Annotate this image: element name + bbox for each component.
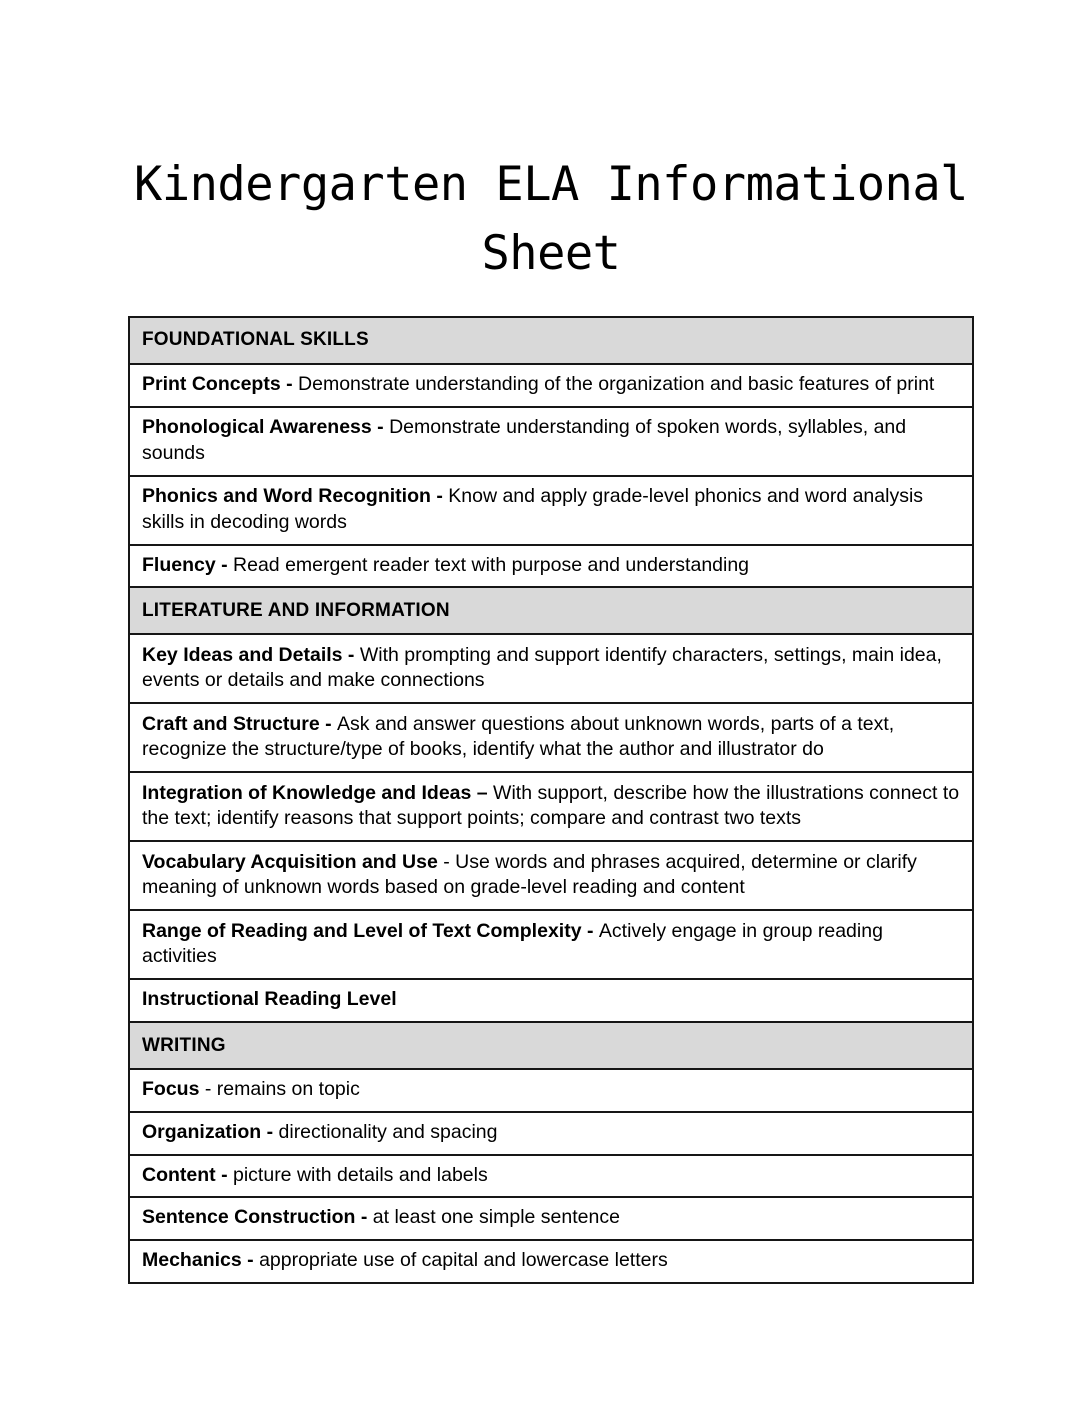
standard-row — [129, 1240, 973, 1283]
standard-description: With prompting and support identify characters, settings, main idea, events or details and make connections — [142, 643, 942, 692]
section-header-label: LITERATURE AND INFORMATION — [129, 587, 973, 634]
section-header-label: WRITING — [129, 1022, 973, 1069]
standard-label: Organization — [142, 1120, 262, 1143]
standard-separator: - — [342, 643, 360, 666]
standard-cell — [129, 476, 973, 545]
standard-cell — [129, 841, 973, 910]
standard-row — [129, 1155, 973, 1198]
standard-cell — [129, 1069, 973, 1112]
standard-separator: - — [437, 850, 456, 873]
standard-separator: - — [280, 373, 299, 395]
standard-label: Key Ideas and Details — [142, 643, 343, 666]
section-header-row — [129, 587, 973, 634]
standard-separator: - — [241, 1249, 260, 1272]
standard-label: Range of Reading and Level of Text Complexity — [142, 919, 587, 942]
standard-description: remains on topic — [216, 1078, 360, 1101]
standard-label: Vocabulary Acquisition and Use — [142, 850, 438, 873]
standard-description: Know and apply grade-level phonics and word analysis skills in decoding words — [142, 485, 924, 533]
standard-label: Sentence Construction — [142, 1206, 356, 1229]
standard-separator: - — [261, 1120, 279, 1143]
standard-row — [129, 979, 973, 1022]
page-title-line-1: Kindergarten ELA Informational — [134, 157, 968, 213]
standard-separator: - — [319, 712, 338, 735]
standard-description: With support, describe how the illustrations connect to the text; identify reasons that support points; compare and contrast two texts — [142, 781, 960, 830]
standard-row — [129, 772, 973, 841]
standard-label: Instructional Reading Level — [142, 988, 397, 1011]
standard-description: appropriate use of capital and lowercase letters — [259, 1249, 668, 1272]
standard-label: Phonics and Word Recognition — [142, 485, 431, 507]
section-header-label: FOUNDATIONAL SKILLS — [129, 317, 973, 364]
standard-description: directionality and spacing — [278, 1120, 498, 1143]
standard-cell — [129, 364, 973, 407]
standard-description: Demonstrate understanding of spoken words, syllables, and sounds — [142, 416, 907, 464]
standard-label: Content — [142, 1163, 216, 1186]
standard-cell — [129, 1155, 973, 1198]
page-title-line-2: Sheet — [481, 225, 621, 281]
standard-description: at least one simple sentence — [372, 1206, 620, 1229]
standard-separator: - — [215, 1163, 233, 1186]
standard-row — [129, 1112, 973, 1155]
standard-separator: - — [430, 485, 449, 507]
standard-label: Integration of Knowledge and Ideas — [142, 781, 472, 804]
standard-description: Demonstrate understanding of the organization and basic features of print — [298, 373, 935, 395]
standard-label: Phonological Awareness — [142, 416, 372, 438]
standard-row — [129, 841, 973, 910]
standard-separator: - — [586, 919, 599, 942]
standard-separator: - — [215, 553, 234, 576]
standard-separator: - — [355, 1206, 373, 1229]
standard-row — [129, 703, 973, 772]
standard-row — [129, 545, 973, 588]
standard-cell — [129, 703, 973, 772]
standard-row — [129, 1197, 973, 1240]
standard-description: Use words and phrases acquired, determine or clarify meaning of unknown words based on grade-level reading and content — [142, 850, 917, 899]
standard-cell — [129, 545, 973, 588]
standard-row — [129, 476, 973, 545]
standard-cell — [129, 979, 973, 1022]
page-title — [128, 151, 974, 287]
standard-cell — [129, 407, 973, 476]
standard-separator: - — [199, 1078, 217, 1101]
standard-row — [129, 634, 973, 703]
standard-cell — [129, 1240, 973, 1283]
standard-cell — [129, 910, 973, 979]
standard-label: Print Concepts — [142, 373, 281, 395]
standard-cell — [129, 1112, 973, 1155]
standard-label: Mechanics — [142, 1249, 242, 1272]
standard-description: picture with details and labels — [233, 1163, 488, 1186]
standard-cell — [129, 634, 973, 703]
standard-description: Actively engage in group reading activities — [142, 919, 883, 968]
standard-label: Fluency — [142, 553, 216, 576]
table-body — [129, 317, 973, 1283]
standard-description: Read emergent reader text with purpose and understanding — [233, 553, 750, 576]
standard-cell — [129, 772, 973, 841]
standard-label: Focus — [142, 1078, 200, 1101]
standard-description: Ask and answer questions about unknown words, parts of a text, recognize the structure/type of books, identify what the author and illustrator do — [142, 712, 895, 761]
section-header-row — [129, 1022, 973, 1069]
standard-row — [129, 407, 973, 476]
ela-standards-table — [128, 316, 974, 1284]
standard-row — [129, 364, 973, 407]
standard-row — [129, 1069, 973, 1112]
standard-cell — [129, 1197, 973, 1240]
standard-row — [129, 910, 973, 979]
section-header-row — [129, 317, 973, 364]
standard-separator: - — [371, 416, 390, 438]
standard-separator: – — [471, 781, 494, 804]
standard-label: Craft and Structure — [142, 712, 320, 735]
